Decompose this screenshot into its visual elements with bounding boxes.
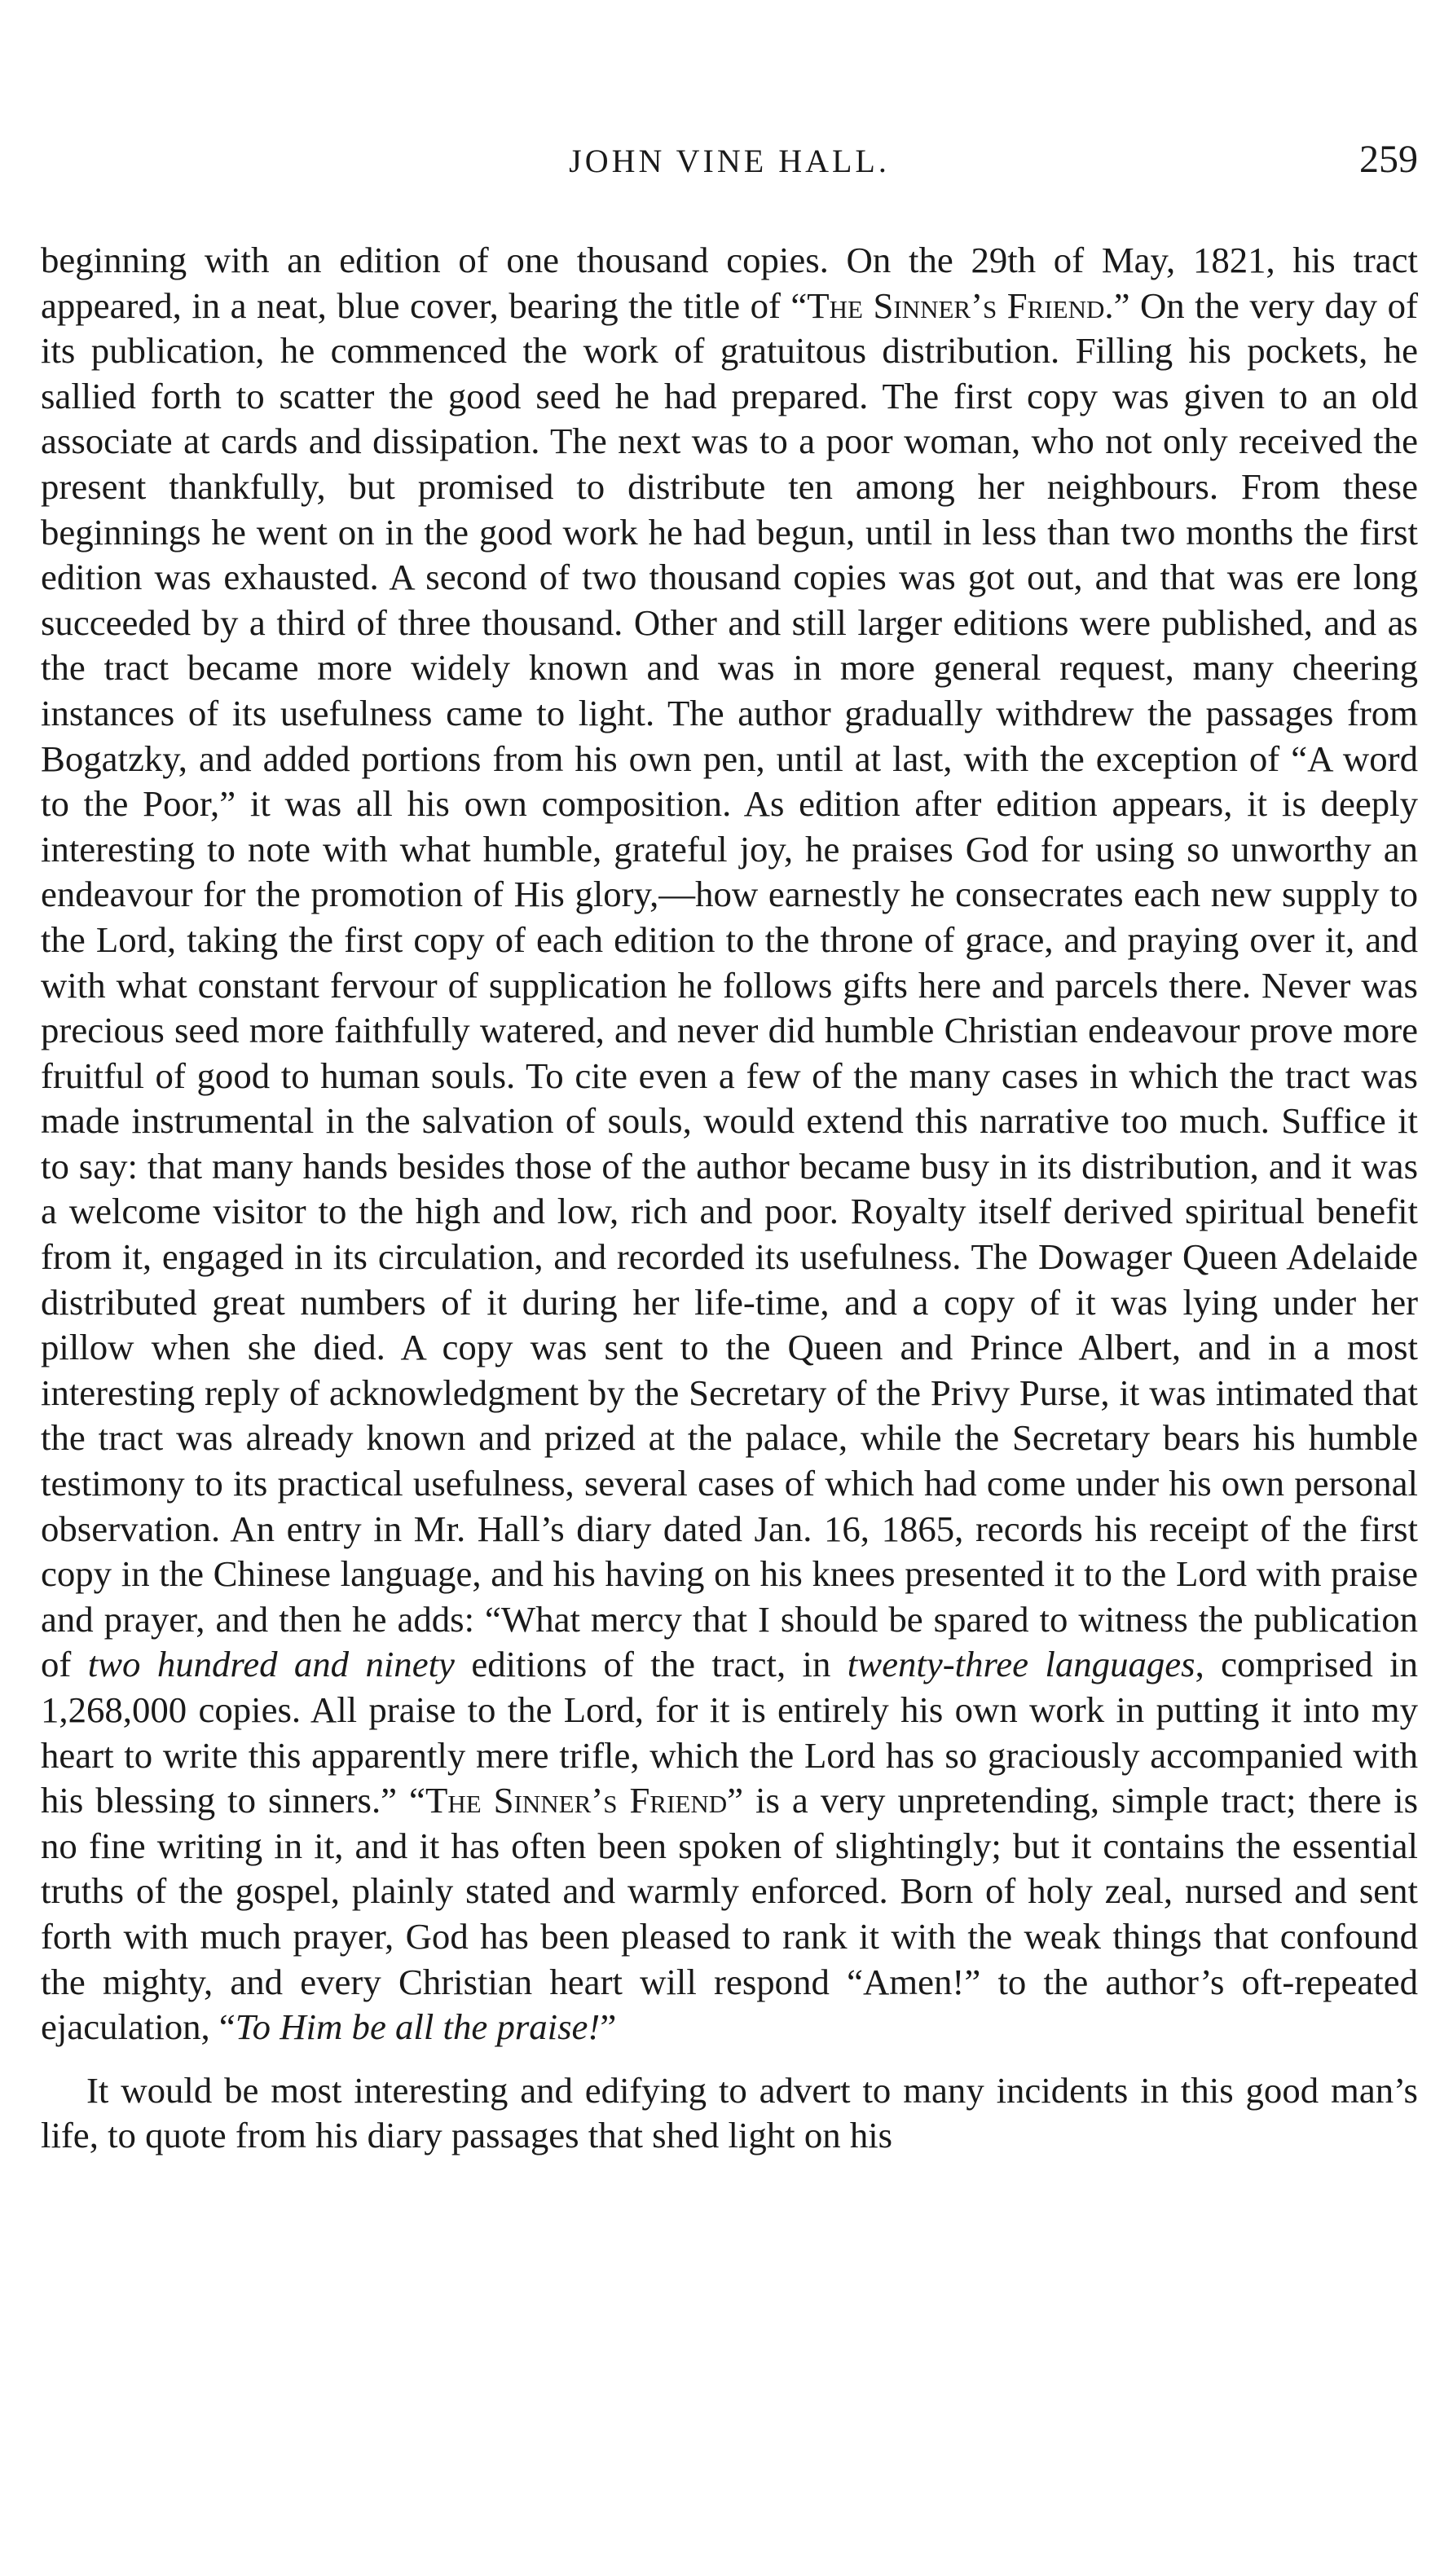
paragraph-continued: [41, 238, 1418, 2050]
italic-phrase: twenty-three languages: [847, 1644, 1195, 1685]
tract-title-small-caps: The Sinner’s Friend.: [807, 284, 1114, 326]
paragraph: It would be most interesting and edifying to advert to many incidents in this good man’s life, to quote from his diary passages that shed light on his: [41, 2069, 1418, 2156]
italic-phrase: To Him be all the praise!: [235, 2006, 601, 2048]
running-title: JOHN VINE HALL.: [569, 143, 890, 179]
running-head: [41, 137, 1418, 186]
text-run: ” On the very day of its publication, he commenced the work of gratuitous distribution. Filling his pockets, he sallied forth to scatter the good seed he had prepared. The first copy was given to an old associate at cards and dissipation. The next was to a poor woman, who not only received the present thankfully, but promised to distribute ten among her neighbours. From these beginnings he went on in the good work he had begun, until in less than two months the first edition was exhausted. A second of two thousand copies was got out, and that was ere long succeeded by a third of three thousand. Other and still larger editions were published, and as the tract became more widely known and was in more general request, many cheering instances of its usefulness came to light. The author gradually withdrew the passages from Bogatzky, and added portions from his own pen, until at last, with the exception of “A word to the Poor,” it was all his own composition. As edition after edition appears, it is deeply interesting to note with what humble, grateful joy, he praises God for using so unworthy an endeavour for the promotion of His glory,—how earnestly he consecrates each new supply to the Lord, taking the first copy of each edition to the throne of grace, and praying over it, and with what constant fervour of supplication he follows gifts here and parcels there. Never was precious seed more faithfully watered, and never did humble Christian endeavour prove more fruitful of good to human souls. To cite even a few of the many cases in which the tract was made instrumental in the salvation of souls, would extend this narrative too much. Suffice it to say: that many hands besides those of the author became busy in its distribution, and it was a welcome visitor to the high and low, rich and poor. Royalty itself derived spiritual benefit from it, engaged in its circulation, and recorded its usefulness. The Dowager Queen Adelaide distributed great numbers of it during her life-time, and a copy of it was lying under her pillow when she died. A copy was sent to the Queen and Prince Albert, and in a most interesting reply of acknowledgment by the Secretary of the Privy Purse, it was intimated that the tract was already known and prized at the palace, while the Secretary bears his humble testimony to its practical usefulness, several cases of which had come under his own personal observation. An entry in Mr. Hall’s diary dated Jan. 16, 1865, records his receipt of the first copy in the Chinese language, and his having on his knees presented it to the Lord with praise and prayer, and then he adds: “What mercy that I should be spared to witness the publication of: [41, 284, 1418, 1685]
page-body: [41, 238, 1418, 2159]
italic-phrase: two hundred and ninety: [87, 1644, 455, 1685]
text-run: beginning with an edition of one thousand copies. On the 29th of May, 1821, his tract appeared, in a neat, blue cover, bearing the title of “: [41, 240, 1418, 326]
text-run: ”: [600, 2006, 617, 2048]
text-run: editions of the tract, in: [454, 1644, 848, 1685]
tract-title-small-caps: The Sinner’s Friend: [425, 1780, 728, 1821]
text-run: ” is a very unpretending, simple tract; there is no fine writing in it, and it has often been spoken of slightingly; but it contains the essential truths of the gospel, plainly stated and warmly enforced. Born of holy zeal, nursed and sent forth with much prayer, God has been pleased to rank it with the weak things that confound the mighty, and every Christian heart will respond “Amen!” to the author’s oft-repeated ejaculation, “: [41, 1780, 1419, 2048]
text-run: , comprised in 1,268,000 copies. All praise to the Lord, for it is entirely his own work in putting it into my heart to write this apparently mere trifle, which the Lord has so graciously accompanied with his blessing to sinners.” “: [41, 1644, 1419, 1821]
page-number: 259: [1359, 138, 1418, 181]
